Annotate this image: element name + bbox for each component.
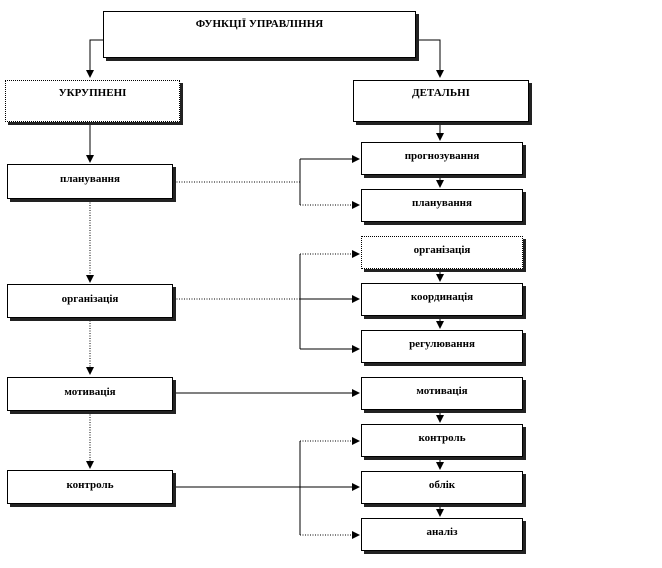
right-item-control [361, 424, 523, 457]
right-item-forecasting [361, 142, 523, 175]
right-item-planning [361, 189, 523, 222]
right-item-coordination [361, 283, 523, 316]
right-item-organization [361, 236, 523, 269]
right-item-label: регулювання [409, 338, 475, 350]
right-item-label: організація [413, 244, 471, 256]
right-header-box [353, 80, 529, 122]
right-item-accounting [361, 471, 523, 504]
connector-title-to-right [416, 40, 440, 77]
right-item-label: облік [428, 479, 456, 491]
right-item-regulation [361, 330, 523, 363]
left-item-organization [7, 284, 173, 318]
title-box [103, 11, 416, 58]
left-item-planning [7, 164, 173, 199]
left-item-label: організація [61, 293, 119, 305]
left-header-text: УКРУПНЕНІ [58, 87, 127, 99]
right-item-label: контроль [418, 432, 466, 444]
right-header-text: ДЕТАЛЬНІ [412, 87, 470, 99]
right-item-label: координація [410, 291, 474, 303]
right-item-analysis [361, 518, 523, 551]
left-item-label: контроль [66, 479, 114, 491]
left-item-motivation [7, 377, 173, 411]
connector-title-to-left [90, 40, 103, 77]
left-header-box [5, 80, 180, 122]
right-item-motivation [361, 377, 523, 410]
title-text: ФУНКЦІЇ УПРАВЛІННЯ [195, 18, 324, 30]
left-item-control [7, 470, 173, 504]
right-item-label: прогнозування [404, 150, 480, 162]
right-item-label: планування [412, 197, 472, 209]
left-item-label: мотивація [64, 386, 116, 398]
left-item-label: планування [60, 173, 120, 185]
right-item-label: аналіз [426, 526, 458, 538]
right-item-label: мотивація [416, 385, 468, 397]
